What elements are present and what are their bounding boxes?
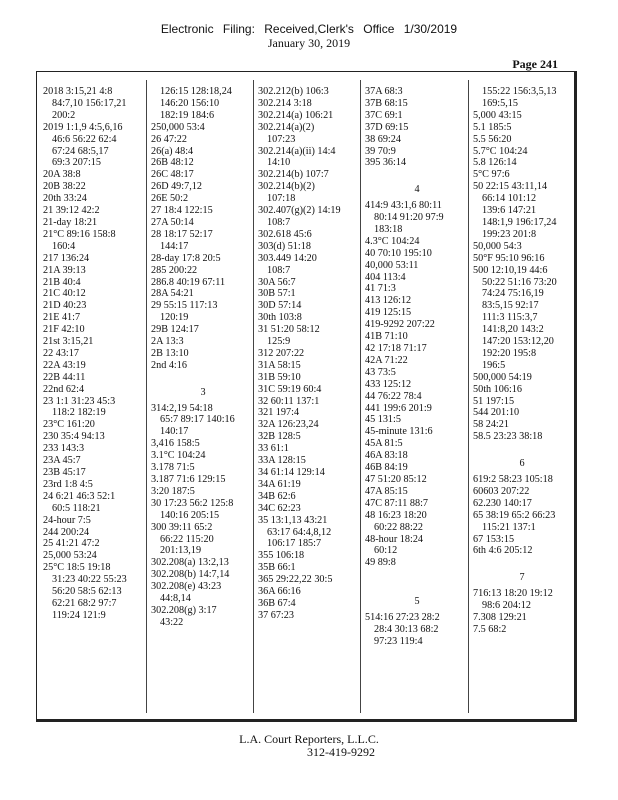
index-entry: 544 201:10 <box>473 407 520 419</box>
index-entry: 40,000 53:11 <box>365 259 419 271</box>
index-entry <box>473 557 571 569</box>
index-entry: 147:20 153:12,20 <box>482 336 554 348</box>
index-section-heading: 6 <box>519 458 525 470</box>
index-entry: 35 13:1,13 43:21 <box>258 514 328 526</box>
index-entry: 3.187 71:6 129:15 <box>151 473 226 485</box>
reporter-phone: 312-419-9292 <box>307 745 375 759</box>
index-entry: 6th 4:6 205:12 <box>473 545 533 557</box>
index-entry: 35B 66:1 <box>258 562 296 574</box>
index-entry: 14:10 <box>267 157 291 169</box>
index-entry: 419-9292 207:22 <box>365 319 435 331</box>
index-entry: 286.8 40:19 67:11 <box>151 276 226 288</box>
filing-stamp: Electronic Filing: Received,Clerk's Office 1/30/2019 <box>160 22 458 36</box>
index-entry: 33A 128:15 <box>258 455 306 467</box>
index-entry: 302.618 45:6 <box>258 228 312 240</box>
index-entry: 31A 58:15 <box>258 359 301 371</box>
index-entry: 302.214(a)(ii) 14:4 <box>258 145 336 157</box>
index-entry: 40 70:10 195:10 <box>365 247 432 259</box>
index-entry: 23rd 1:8 4:5 <box>43 478 93 490</box>
index-section-heading: 4 <box>414 184 420 196</box>
index-section-heading: 3 <box>200 386 206 398</box>
index-entry: 67 153:15 <box>473 533 515 545</box>
index-entry: 108:7 <box>267 264 291 276</box>
index-entry: 33 61:1 <box>258 443 289 455</box>
index-entry: 65 38:19 65:2 66:23 <box>473 509 556 521</box>
index-entry: 34B 62:6 <box>258 490 296 502</box>
index-entry: 60:22 88:22 <box>374 521 423 533</box>
index-entry: 60:12 <box>374 545 398 557</box>
index-entry: 302.208(b) 14:7,14 <box>151 569 230 581</box>
index-entry: 5.7°C 104:24 <box>473 145 528 157</box>
index-entry: 106:17 185:7 <box>267 538 322 550</box>
index-entry: 46A 83:18 <box>365 450 408 462</box>
index-entry: 303.449 14:20 <box>258 252 317 264</box>
index-entry: 30th 103:8 <box>258 312 302 324</box>
index-entry: 419 125:15 <box>365 307 412 319</box>
index-entry: 30D 57:14 <box>258 300 302 312</box>
index-entry: 302.208(g) 3:17 <box>151 604 217 616</box>
index-entry: 26E 50:2 <box>151 193 189 205</box>
index-entry: 29 55:15 117:13 <box>151 300 218 312</box>
index-entry: 7.308 129:21 <box>473 611 527 623</box>
index-entry: 395 36:14 <box>365 157 407 169</box>
index-entry: 21F 42:10 <box>43 324 85 336</box>
index-entry: 21 39:12 42:2 <box>43 205 100 217</box>
index-entry: 36A 66:16 <box>258 586 301 598</box>
index-entry: 125:9 <box>267 336 291 348</box>
index-entry: 21E 41:7 <box>43 312 81 324</box>
index-column-5 <box>473 86 571 716</box>
footer <box>0 733 618 759</box>
index-entry: 182:19 184:6 <box>160 109 215 121</box>
index-entry: 84:7,10 156:17,21 <box>52 97 127 109</box>
index-entry: 302.407(g)(2) 14:19 <box>258 205 341 217</box>
index-entry: 141:8,20 143:2 <box>482 324 544 336</box>
index-entry: 58.5 23:23 38:18 <box>473 431 543 443</box>
index-entry: 47A 85:15 <box>365 485 408 497</box>
index-entry: 98:6 204:12 <box>482 600 531 612</box>
index-entry: 22nd 62:4 <box>43 383 85 395</box>
index-entry: 244 200:24 <box>43 526 90 538</box>
index-entry: 441 199:6 201:9 <box>365 402 432 414</box>
index-entry: 43:22 <box>160 616 184 628</box>
index-entry: 34 61:14 129:14 <box>258 467 325 478</box>
index-entry: 303(d) 51:18 <box>258 240 311 252</box>
index-entry: 37B 68:15 <box>365 97 408 109</box>
index-entry: 51 197:15 <box>473 395 515 407</box>
index-entry: 50,000 54:3 <box>473 240 522 252</box>
index-entry: 46B 84:19 <box>365 462 408 474</box>
index-entry: 139:6 147:21 <box>482 205 537 217</box>
filing-header <box>0 22 618 50</box>
index-entry: 160:4 <box>52 240 76 252</box>
index-entry: 47C 87:11 88:7 <box>365 497 429 509</box>
index-entry: 37A 68:3 <box>365 86 403 97</box>
index-entry: 21st 3:15,21 <box>43 336 94 348</box>
index-entry: 302.214(a) 106:21 <box>258 109 334 121</box>
index-entry: 45A 81:5 <box>365 438 403 450</box>
index-entry: 56:20 58:5 62:13 <box>52 586 122 598</box>
index-entry: 3:20 187:5 <box>151 485 195 497</box>
index-entry: 404 113:4 <box>365 271 406 283</box>
index-entry: 48 16:23 18:20 <box>365 509 427 521</box>
index-entry: 314:2,19 54:18 <box>151 402 213 414</box>
index-column-2 <box>151 86 255 716</box>
index-entry: 32A 126:23,24 <box>258 419 319 431</box>
page-number: Page 241 <box>512 57 558 71</box>
index-entry: 23°C 161:20 <box>43 419 95 431</box>
index-entry: 60603 207:22 <box>473 485 530 497</box>
index-entry: 4.3°C 104:24 <box>365 235 420 247</box>
index-entry: 365 29:22,22 30:5 <box>258 574 333 586</box>
index-entry: 58 24:21 <box>473 419 509 431</box>
index-section-heading: 5 <box>414 596 420 608</box>
index-entry: 169:5,15 <box>482 97 518 109</box>
index-section-heading: 7 <box>519 572 525 584</box>
index-entry <box>365 569 469 581</box>
index-entry: 21A 39:13 <box>43 264 86 276</box>
index-entry: 24 6:21 46:3 52:1 <box>43 490 116 502</box>
index-entry: 21C 40:12 <box>43 288 86 300</box>
index-entry: 31 51:20 58:12 <box>258 324 320 336</box>
index-entry: 29B 124:17 <box>151 324 199 336</box>
index-entry: 66:22 115:20 <box>160 533 214 545</box>
index-entry: 20th 33:24 <box>43 193 87 205</box>
index-entry: 50 22:15 43:11,14 <box>473 181 548 193</box>
index-entry: 20A 38:8 <box>43 169 81 181</box>
index-column-3 <box>258 86 362 716</box>
index-entry: 107:18 <box>267 193 296 205</box>
index-entry: 302.208(e) 43:23 <box>151 581 222 593</box>
index-entry: 2018 3:15,21 4:8 <box>43 86 113 97</box>
index-entry: 21-day 18:21 <box>43 216 98 228</box>
index-entry: 148:1,9 196:17,24 <box>482 216 557 228</box>
reporter-name: L.A. Court Reporters, L.L.C. <box>239 732 379 746</box>
index-entry: 80:14 91:20 97:9 <box>374 212 444 224</box>
index-entry: 62.230 140:17 <box>473 497 532 509</box>
index-entry: 414:9 43:1,6 80:11 <box>365 200 442 212</box>
index-entry: 69:3 207:15 <box>52 157 101 169</box>
index-entry: 115:21 137:1 <box>482 521 536 533</box>
index-entry: 47 51:20 85:12 <box>365 473 427 485</box>
index-entry: 48-hour 18:24 <box>365 533 424 545</box>
index-entry: 146:20 156:10 <box>160 97 220 109</box>
index-entry: 65:7 89:17 140:16 <box>160 414 235 426</box>
index-entry: 30 17:23 56:2 125:8 <box>151 497 234 509</box>
index-entry: 28 18:17 52:17 <box>151 228 213 240</box>
index-entry: 7.5 68:2 <box>473 623 507 635</box>
index-entry: 140:16 205:15 <box>160 509 220 521</box>
index-entry: 60:5 118:21 <box>52 502 101 514</box>
index-entry <box>473 443 571 455</box>
index-entry: 22A 43:19 <box>43 359 86 371</box>
index-entry: 49 89:8 <box>365 557 396 569</box>
index-entry: 45-minute 131:6 <box>365 426 433 438</box>
index-entry: 23 1:1 31:23 45:3 <box>43 395 116 407</box>
index-entry: 38 69:24 <box>365 133 401 145</box>
index-entry: 413 126:12 <box>365 295 412 307</box>
index-entry: 67:24 68:5,17 <box>52 145 109 157</box>
index-entry: 26(a) 48:4 <box>151 145 194 157</box>
index-entry: 26 47:22 <box>151 133 187 145</box>
index-entry: 285 200:22 <box>151 264 198 276</box>
index-entry: 22B 44:11 <box>43 371 86 383</box>
index-entry: 300 39:11 65:2 <box>151 521 213 533</box>
index-entry: 25,000 53:24 <box>43 550 97 562</box>
index-entry: 32 60:11 137:1 <box>258 395 320 407</box>
index-entry: 39 70:9 <box>365 145 396 157</box>
index-entry: 3.1°C 104:24 <box>151 450 206 462</box>
index-entry: 26B 48:12 <box>151 157 194 169</box>
index-entry: 23A 45:7 <box>43 455 81 467</box>
index-entry: 5.5 56:20 <box>473 133 512 145</box>
index-entry: 355 106:18 <box>258 550 305 562</box>
index-entry: 97:23 119:4 <box>374 635 423 647</box>
index-entry: 25°C 18:5 19:18 <box>43 562 111 574</box>
index-entry: 302.208(a) 13:2,13 <box>151 557 229 569</box>
index-entry: 118:2 182:19 <box>52 407 106 419</box>
index-entry: 200:2 <box>52 109 76 121</box>
index-entry: 22 43:17 <box>43 347 79 359</box>
index-entry: 302.212(b) 106:3 <box>258 86 329 97</box>
index-entry: 140:17 <box>160 426 189 438</box>
index-entry: 24-hour 7:5 <box>43 514 91 526</box>
index-entry: 62:21 68:2 97:7 <box>52 597 117 609</box>
index-entry: 63:17 64:4,8,12 <box>267 526 332 538</box>
index-entry: 74:24 75:16,19 <box>482 288 544 300</box>
index-entry: 312 207:22 <box>258 347 305 359</box>
index-entry: 230 35:4 94:13 <box>43 431 105 443</box>
index-entry: 144:17 <box>160 240 189 252</box>
index-entry: 21°C 89:16 158:8 <box>43 228 116 240</box>
index-entry: 44:8,14 <box>160 593 191 605</box>
index-entry: 514:16 27:23 28:2 <box>365 611 440 623</box>
index-entry: 108:7 <box>267 216 291 228</box>
index-column-1 <box>43 86 147 716</box>
index-entry: 111:3 115:3,7 <box>482 312 538 324</box>
index-entry: 34A 61:19 <box>258 478 301 490</box>
index-entry: 192:20 195:8 <box>482 347 537 359</box>
index-entry: 2A 13:3 <box>151 336 184 348</box>
index-entry: 66:14 101:12 <box>482 193 537 205</box>
index-entry: 83:5,15 92:17 <box>482 300 539 312</box>
index-entry: 201:13,19 <box>160 545 202 557</box>
index-entry: 27A 50:14 <box>151 216 194 228</box>
index-entry: 5,000 43:15 <box>473 109 522 121</box>
index-entry: 28:4 30:13 68:2 <box>374 623 439 635</box>
index-entry: 31C 59:19 60:4 <box>258 383 322 395</box>
index-entry: 321 197:4 <box>258 407 300 419</box>
index-entry: 37D 69:15 <box>365 121 409 133</box>
index-entry: 183:18 <box>374 223 403 235</box>
index-entry: 250,000 53:4 <box>151 121 205 133</box>
index-entry: 20B 38:22 <box>43 181 86 193</box>
index-entry: 41 71:3 <box>365 283 396 295</box>
index-entry: 2019 1:1,9 4:5,6,16 <box>43 121 123 133</box>
index-entry: 126:15 128:18,24 <box>160 86 232 97</box>
index-entry: 233 143:3 <box>43 443 85 455</box>
index-entry: 433 125:12 <box>365 378 412 390</box>
index-column-4 <box>365 86 469 716</box>
index-entry: 50:22 51:16 73:20 <box>482 276 557 288</box>
index-entry: 42 17:18 71:17 <box>365 343 427 355</box>
index-entry: 50th 106:16 <box>473 383 522 395</box>
index-entry: 23B 45:17 <box>43 467 86 478</box>
index-entry: 3,416 158:5 <box>151 438 200 450</box>
index-entry: 2B 13:10 <box>151 347 189 359</box>
index-entry: 5°C 97:6 <box>473 169 510 181</box>
index-entry: 46:6 56:22 62:4 <box>52 133 117 145</box>
index-entry: 44 76:22 78:4 <box>365 390 422 402</box>
index-entry: 27 18:4 122:15 <box>151 205 213 217</box>
filing-date: January 30, 2019 <box>267 36 351 50</box>
index-entry: 619:2 58:23 105:18 <box>473 473 553 485</box>
index-entry: 37 67:23 <box>258 609 294 621</box>
index-entry: 37C 69:1 <box>365 109 403 121</box>
index-entry: 45 131:5 <box>365 414 401 426</box>
index-entry: 5.1 185:5 <box>473 121 512 133</box>
index-entry: 302.214(a)(2) <box>258 121 315 133</box>
index-entry: 155:22 156:3,5,13 <box>482 86 557 97</box>
index-entry: 26D 49:7,12 <box>151 181 202 193</box>
index-entry: 30B 57:1 <box>258 288 296 300</box>
index-entry: 196:5 <box>482 359 506 371</box>
index-entry: 32B 128:5 <box>258 431 301 443</box>
index-entry <box>365 581 469 593</box>
index-entry: 199:23 201:8 <box>482 228 537 240</box>
index-entry: 302.214 3:18 <box>258 97 312 109</box>
index-entry: 30A 56:7 <box>258 276 296 288</box>
index-entry: 26C 48:17 <box>151 169 194 181</box>
index-entry: 25 41:21 47:2 <box>43 538 100 550</box>
index-entry: 500,000 54:19 <box>473 371 532 383</box>
index-entry: 500 12:10,19 44:6 <box>473 264 548 276</box>
index-entry: 302.214(b)(2) <box>258 181 315 193</box>
index-entry: 21D 40:23 <box>43 300 87 312</box>
index-entry: 31B 59:10 <box>258 371 301 383</box>
index-entry: 34C 62:23 <box>258 502 301 514</box>
index-entry: 716:13 18:20 19:12 <box>473 588 553 600</box>
index-entry <box>365 169 469 181</box>
index-entry: 5.8 126:14 <box>473 157 517 169</box>
index-entry: 217 136:24 <box>43 252 90 264</box>
index-entry: 31:23 40:22 55:23 <box>52 574 127 586</box>
index-entry: 28-day 17:8 20:5 <box>151 252 221 264</box>
index-entry: 50°F 95:10 96:16 <box>473 252 545 264</box>
index-entry: 41B 71:10 <box>365 331 408 343</box>
index-entry: 28A 54:21 <box>151 288 194 300</box>
index-entry: 107:23 <box>267 133 296 145</box>
index-entry: 3.178 71:5 <box>151 462 195 474</box>
index-entry: 119:24 121:9 <box>52 609 106 621</box>
index-entry: 2nd 4:16 <box>151 359 187 371</box>
index-entry <box>151 372 255 384</box>
index-entry: 21B 40:4 <box>43 276 81 288</box>
index-entry: 43 73:5 <box>365 366 396 378</box>
index-entry: 120:19 <box>160 312 189 324</box>
index-frame <box>36 71 577 722</box>
index-entry: 36B 67:4 <box>258 597 296 609</box>
index-entry: 42A 71:22 <box>365 354 408 366</box>
index-entry: 302.214(b) 107:7 <box>258 169 329 181</box>
